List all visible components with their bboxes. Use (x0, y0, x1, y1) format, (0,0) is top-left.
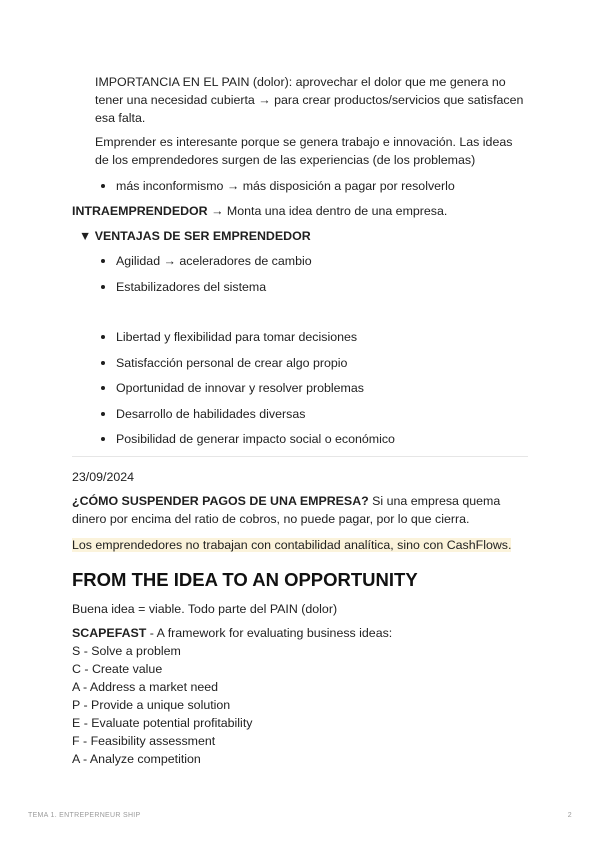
toggle-ventajas[interactable]: ▼ VENTAJAS DE SER EMPRENDEDOR (79, 229, 311, 243)
intraemprendedor-definition: → Monta una idea dentro de una empresa. (207, 204, 448, 218)
list-item (102, 430, 395, 448)
scapefast-item: P - Provide a unique solution (72, 698, 231, 712)
suspender-answer: Si una empresa quema dinero por encima del ratio de cobros, no puede pagar, por lo que cierra. (72, 494, 501, 526)
scapefast-description: - A framework for evaluating business ideas: (146, 626, 393, 640)
bullet-text: Desarrollo de habilidades diversas (116, 407, 306, 421)
scapefast-term: SCAPEFAST (72, 626, 147, 640)
bullet-text: Estabilizadores del sistema (116, 280, 267, 294)
scapefast-item: A - Analyze competition (72, 752, 201, 766)
bullet-text: Posibilidad de generar impacto social o económico (116, 432, 395, 446)
scapefast-item: E - Evaluate potential profitability (72, 716, 253, 730)
highlighted-text: Los emprendedores no trabajan con contabilidad analítica, sino con CashFlows. (72, 538, 512, 552)
bullet-text: Oportunidad de innovar y resolver problemas (116, 381, 364, 395)
list-item (102, 405, 306, 423)
page-number: 2 (567, 812, 572, 819)
bullet-text: Libertad y flexibilidad para tomar decisiones (116, 330, 358, 344)
list-item (102, 354, 348, 372)
list-item (102, 328, 358, 346)
list-item (102, 177, 455, 195)
scapefast-item: F - Feasibility assessment (72, 734, 216, 748)
scapefast-item: C - Create value (72, 662, 163, 676)
footer-title: TEMA 1. ENTREPERNEUR SHIP (28, 812, 141, 819)
intraemprendedor-term: INTRAEMPRENDEDOR (72, 204, 208, 218)
paragraph-intraemprendedor (72, 202, 532, 220)
paragraph-buena-idea: Buena idea = viable. Todo parte del PAIN (dolor) (72, 602, 338, 616)
suspender-question: ¿CÓMO SUSPENDER PAGOS DE UNA EMPRESA? (72, 494, 369, 508)
list-item (102, 379, 364, 397)
list-item (102, 252, 312, 270)
date-label: 23/09/2024 (72, 470, 135, 484)
scapefast-item: A - Address a market need (72, 680, 219, 694)
divider (72, 456, 528, 457)
paragraph-pain-importance: IMPORTANCIA EN EL PAIN (dolor): aprovechar el dolor que me genera no tener una necesidad cubierta → para crear productos/servicios que satisfacen esa falta. (95, 75, 524, 125)
paragraph-suspender-pagos (72, 492, 532, 528)
scapefast-item: S - Solve a problem (72, 644, 181, 658)
paragraph-scapefast (72, 624, 532, 642)
highlight-note (72, 536, 532, 554)
bullet-text: Agilidad → aceleradores de cambio (116, 254, 312, 268)
bullet-text: más inconformismo → más disposición a pagar por resolverlo (116, 179, 455, 193)
paragraph-emprender: Emprender es interesante porque se genera trabajo e innovación. Las ideas de los emprendedores surgen de las experiencias (de los problemas) (95, 135, 513, 167)
section-heading: FROM THE IDEA TO AN OPPORTUNITY (72, 569, 418, 590)
bullet-text: Satisfacción personal de crear algo propio (116, 356, 348, 370)
list-item (102, 278, 267, 296)
